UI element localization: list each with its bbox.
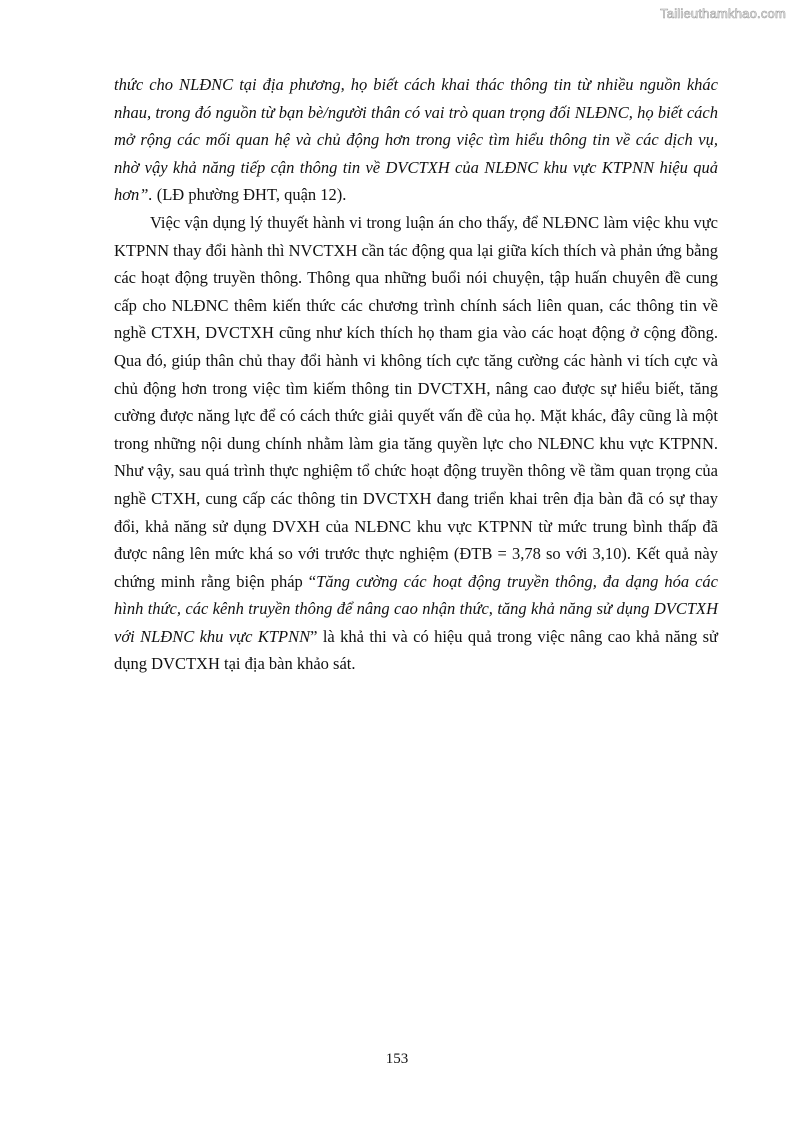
quote-italic-text: thức cho NLĐNC tại địa phương, họ biết cách khai thác thông tin từ nhiều nguồn khác nhau, trong đó nguồn từ bạn bè/người thân có vai trò quan trọng đối NLĐNC, họ biết cách mở rộng các mối quan hệ và chủ động hơn trong việc tìm hiểu thông tin về các dịch vụ, nhờ vậy khả năng tiếp cận thông tin về DVCTXH của NLĐNC khu vực KTPNN hiệu quả hơn”. xyxy=(114,75,718,205)
document-body xyxy=(114,71,718,678)
page-number: 153 xyxy=(385,1051,409,1067)
paragraph-text-before: Việc vận dụng lý thuyết hành vi trong luận án cho thấy, để NLĐNC làm việc khu vực KTPNN thay đổi hành thì NVCTXH cần tác động qua lại giữa kích thích và phản ứng bằng các hoạt động truyền thông. Thông qua những buổi nói chuyện, tập huấn chuyên đề cung cấp cho NLĐNC thêm kiến thức các chương trình chính sách liên quan, các thông tin về nghề CTXH, DVCTXH cũng như kích thích họ tham gia vào các hoạt động ở cộng đồng. Qua đó, giúp thân chủ thay đổi hành vi không tích cực tăng cường các hành vi tích cực và chủ động hơn trong việc tìm kiếm thông tin DVCTXH, nâng cao được sự hiểu biết, tăng cường được năng lực để có cách thức giải quyết vấn đề của họ. Mặt khác, đây cũng là một trong những nội dung chính nhằm làm gia tăng quyền lực cho NLĐNC khu vực KTPNN. Như vậy, sau quá trình thực nghiệm tổ chức hoạt động truyền thông về tầm quan trọng của nghề CTXH, cung cấp các thông tin DVCTXH đang triển khai trên địa bàn đã có sự thay đổi, khả năng sử dụng DVXH của NLĐNC khu vực KTPNN từ mức trung bình thấp đã được nâng lên mức khá so với trước thực nghiệm (ĐTB = 3,78 so với 3,10). Kết quả này chứng minh rằng biện pháp “ xyxy=(114,212,718,591)
paragraph-text-after: ” là khả thi và có hiệu quả trong việc nâng cao khả năng sử dụng DVCTXH tại địa bàn khảo sát. xyxy=(114,626,718,674)
body-paragraph xyxy=(114,209,718,678)
measure-title-italic: Tăng cường các hoạt động truyền thông, đa dạng hóa các hình thức, các kênh truyền thông để nâng cao nhận thức, tăng khả năng sử dụng DVCTXH với NLĐNC khu vực KTPNN xyxy=(114,571,718,646)
quote-paragraph xyxy=(114,71,718,209)
watermark-text: Tailieuthamkhao.com xyxy=(660,6,786,21)
quote-source: (LĐ phường ĐHT, quận 12). xyxy=(152,185,347,205)
